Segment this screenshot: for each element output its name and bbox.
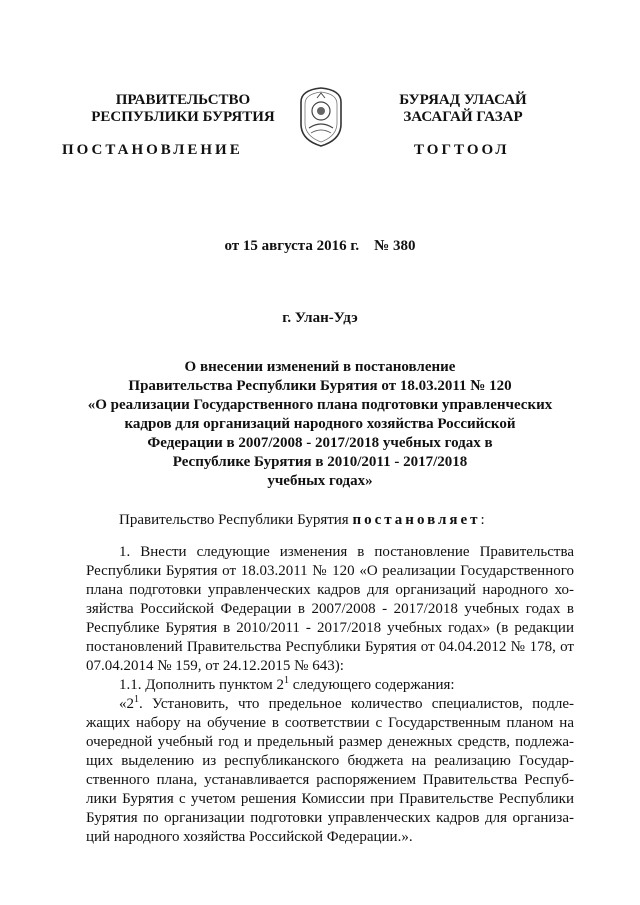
city-line: г. Улан-Удэ [282, 310, 358, 326]
doc-type-right: ТОГТООЛ [414, 142, 510, 158]
preamble [86, 511, 574, 530]
header-left-line2: РЕСПУБЛИКИ БУРЯТИЯ [91, 109, 275, 125]
header-right-line2: ЗАСАГАЙ ГАЗАР [403, 109, 523, 125]
quote-line: Бурятия по организации подготовки управленческих кадров для организа- [86, 810, 574, 826]
preamble-prefix: Правительство Республики Бурятия [119, 512, 353, 528]
quote-line: ственного плана, устанавливается распоряжением Правительства Респуб- [86, 772, 574, 788]
paragraph-line: зяйства Российской Федерации в 2007/2008 - 2017/2018 учебных годах в [86, 601, 574, 617]
header-right [378, 92, 548, 126]
title-line: учебных годах» [267, 473, 373, 489]
doc-type-left: ПОСТАНОВЛЕНИЕ [62, 142, 243, 158]
quote-line: лики Бурятия с учетом решения Комиссии при Правительстве Республики [86, 791, 574, 807]
title-line: «О реализации Государственного плана подготовки управленческих [87, 397, 553, 413]
preamble-suffix: : [480, 512, 485, 528]
header-right-line1: БУРЯАД УЛАСАЙ [399, 92, 527, 108]
paragraph-line: 1. Внести следующие изменения в постановление Правительства [119, 544, 574, 560]
paragraph-line: постановлений Правительства Республики Бурятия от 04.04.2012 № 178, от [86, 639, 574, 655]
title-line: Федерации в 2007/2008 - 2017/2018 учебных годах в [147, 435, 493, 451]
preamble-emphasis: постановляет [352, 512, 481, 528]
title-line: кадров для организаций народного хозяйства Российской [124, 416, 516, 432]
coat-of-arms-icon [297, 84, 345, 148]
header-left-line1: ПРАВИТЕЛЬСТВО [115, 92, 251, 108]
document-title [80, 358, 560, 491]
paragraph-line: плана подготовки управленческих кадров для организаций народного хо- [86, 582, 574, 598]
paragraph-line: Республики Бурятия от 18.03.2011 № 120 «О реализации Государственного [86, 563, 574, 579]
title-line: Республике Бурятия в 2010/2011 - 2017/2018 [172, 454, 468, 470]
date-number-line: от 15 августа 2016 г. № 380 [224, 238, 416, 254]
quote-first-line: «$2^1$. Установить, что предельное количество специалистов, подле- [119, 694, 574, 712]
title-line: О внесении изменений в постановление [184, 359, 456, 375]
paragraph-line: Республике Бурятия в 2010/2011 - 2017/2018 учебных годах» (в редакции [86, 620, 574, 636]
paragraph-1-1: 1.1. Дополнить пунктом $2^1$ следующего содержания: [119, 675, 455, 693]
quote-line: щих выделению из республиканского бюджета на реализацию Государ- [86, 753, 574, 769]
quote-last-line: ций народного хозяйства Российской Федерации.». [86, 829, 413, 845]
quote-line: очередной учебный год и предельный размер денежных средств, подлежа- [86, 734, 574, 750]
quote-line: жащих набору на обучение в соответствии с Государственным планом на [86, 715, 574, 731]
header-left [88, 92, 278, 126]
paragraph-line: 07.04.2014 № 159, от 24.12.2015 № 643): [86, 658, 344, 674]
paragraph-1 [86, 543, 574, 847]
title-line: Правительства Республики Бурятия от 18.03.2011 № 120 [128, 378, 512, 394]
